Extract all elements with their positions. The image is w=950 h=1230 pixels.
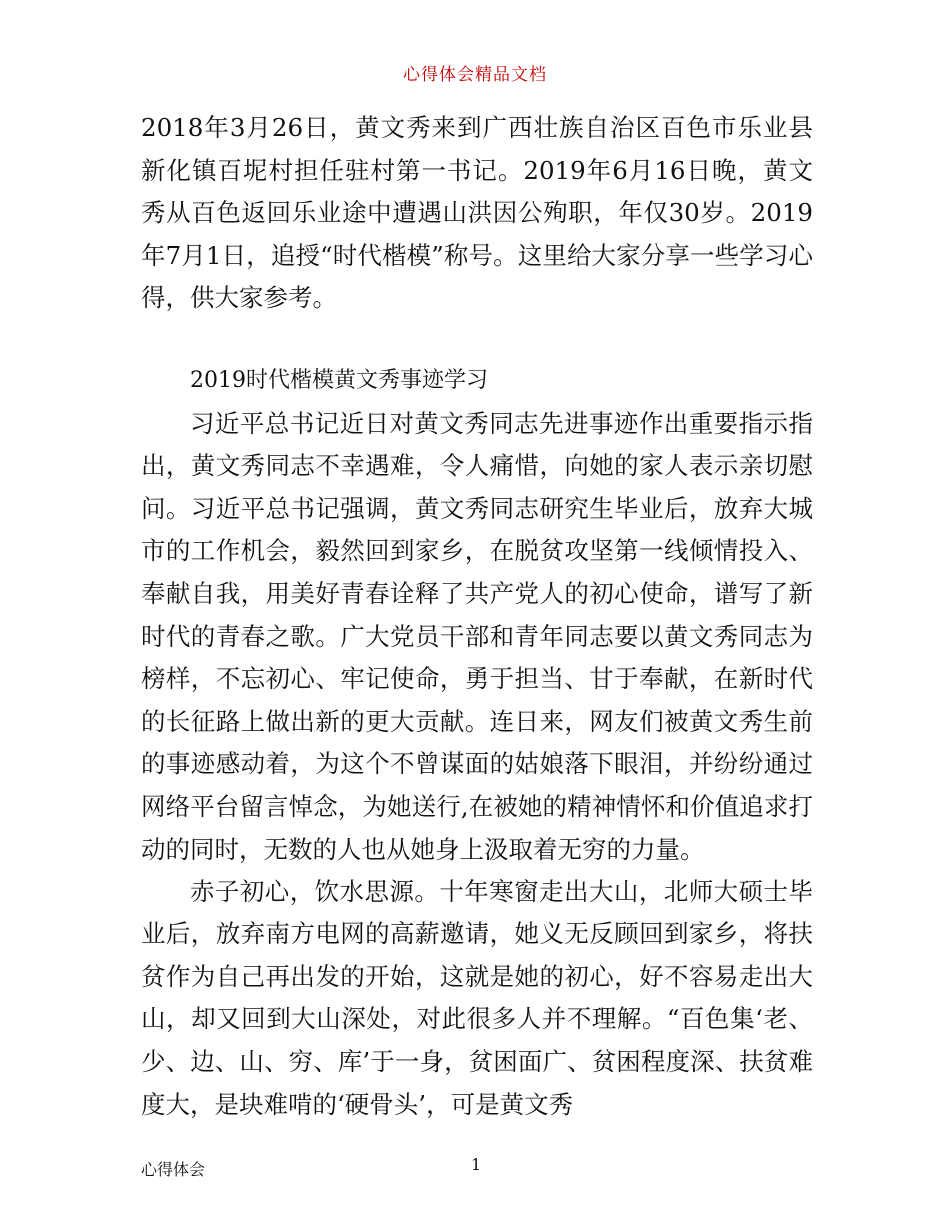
paragraph-spacer bbox=[141, 320, 813, 360]
body-paragraph-1: 习近平总书记近日对黄文秀同志先进事迹作出重要指示指出，黄文秀同志不幸遇难，令人痛惜，向她的家人表示亲切慰问。习近平总书记强调，黄文秀同志研究生毕业后，放弃大城市的工作机会，毅然回到家乡，在脱贫攻坚第一线倾情投入、奉献自我，用美好青春诠释了共产党人的初心使命，谱写了新时代的青春之歌。广大党员干部和青年同志要以黄文秀同志为榜样，不忘初心、牢记使命，勇于担当、甘于奉献，在新时代的长征路上做出新的更大贡献。连日来，网友们被黄文秀生前的事迹感动着，为这个不曾谋面的姑娘落下眼泪，并纷纷通过网络平台留言悼念，为她送行,在被她的精神情怀和价值追求打动的同时，无数的人也从她身上汲取着无穷的力量。 bbox=[141, 408, 813, 864]
section-heading: 2019时代楷模黄文秀事迹学习 bbox=[190, 368, 488, 393]
intro-paragraph: 2018年3月26日，黄文秀来到广西壮族自治区百色市乐业县新化镇百坭村担任驻村第一书记。2019年6月16日晚，黄文秀从百色返回乐业途中遭遇山洪因公殉职，年仅30岁。2019年7月1日，追授“时代楷模”称号。这里给大家分享一些学习心得，供大家参考。 bbox=[141, 113, 813, 313]
body-paragraph-2: 赤子初心，饮水思源。十年寒窗走出大山，北师大硕士毕业后，放弃南方电网的高薪邀请，她义无反顾回到家乡，将扶贫作为自己再出发的开始，这就是她的初心，好不容易走出大山，却又回到大山深处，对此很多人并不理解。“百色集‘老、少、边、山、穷、库’于一身，贫困面广、贫困程度深、扶贫难度大，是块难啃的‘硬骨头’，可是黄文秀 bbox=[141, 876, 813, 1119]
footer-label: 心得体会 bbox=[141, 1160, 206, 1179]
page-header-title: 心得体会精品文档 bbox=[403, 65, 547, 85]
document-body bbox=[141, 107, 813, 1171]
page-number: 1 bbox=[471, 1155, 482, 1174]
